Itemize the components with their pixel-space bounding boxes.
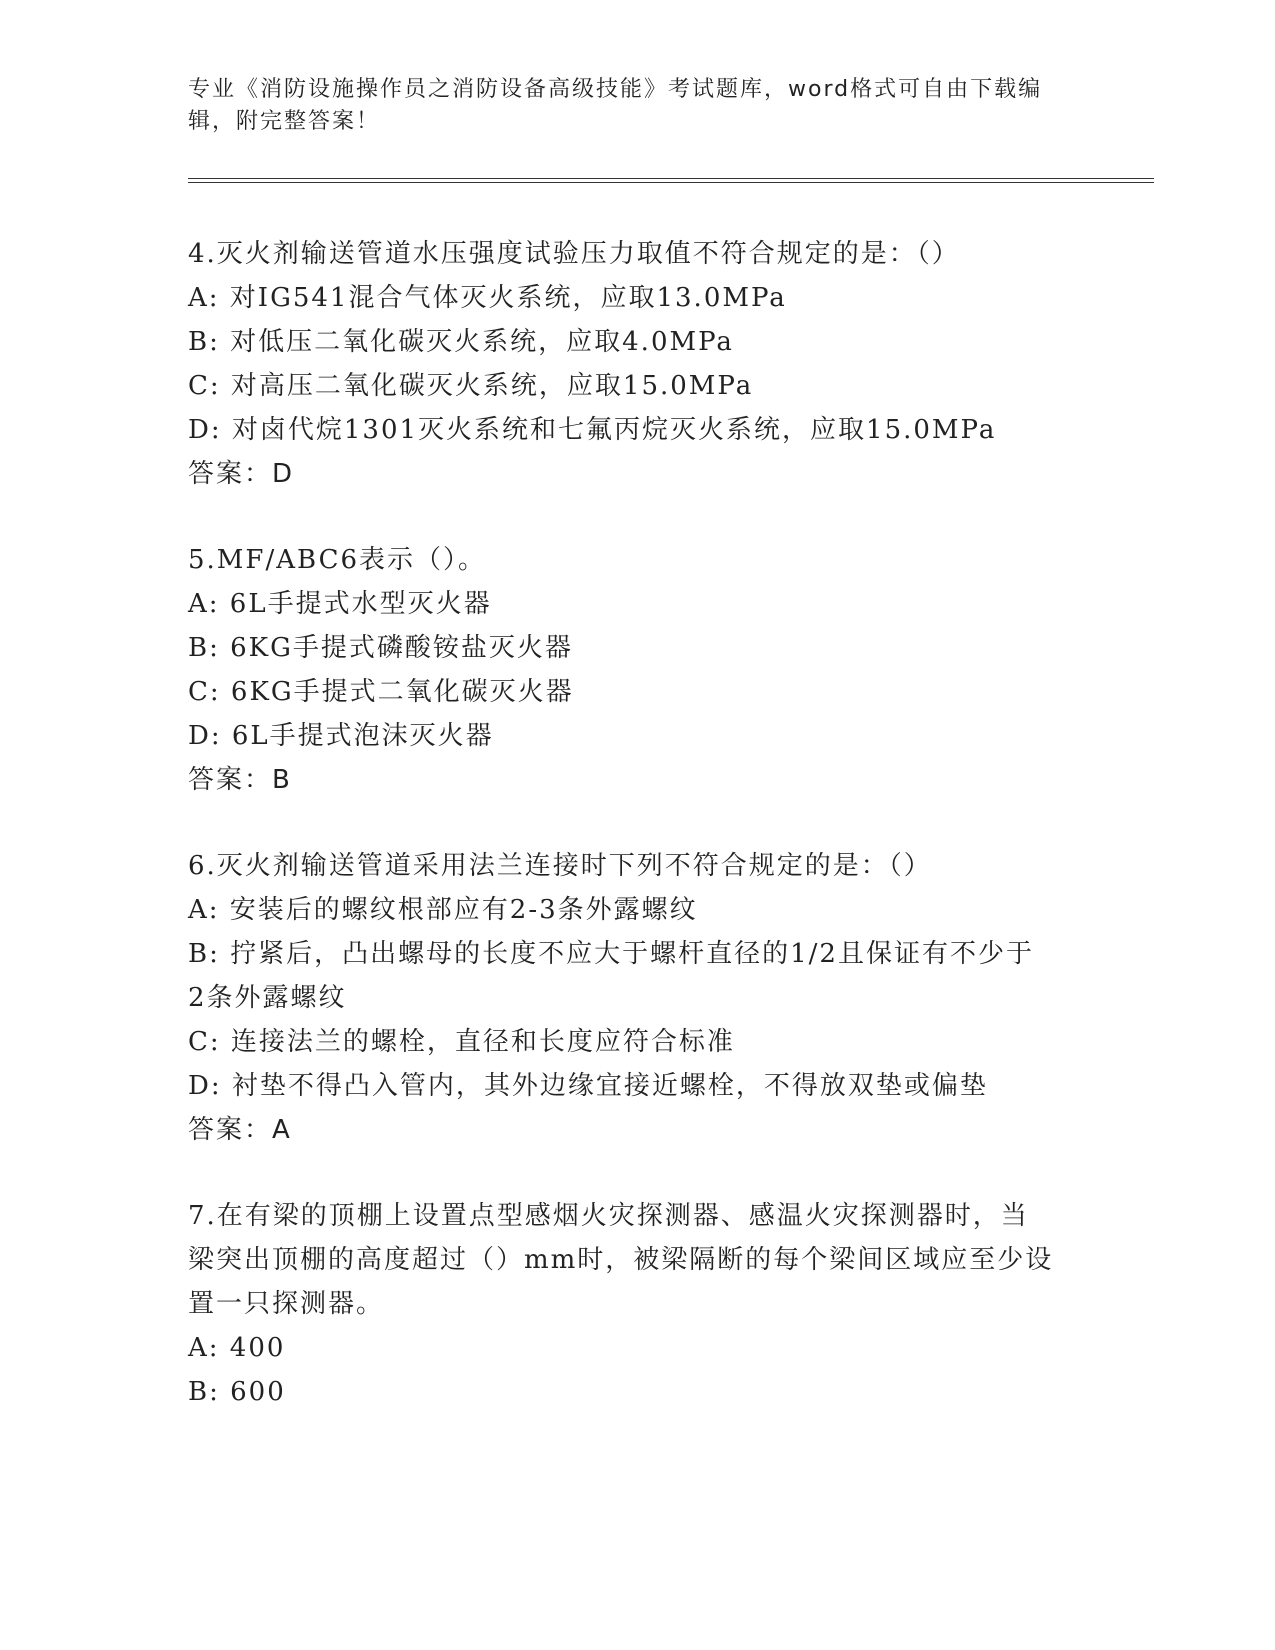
question-6-option-b: B: 拧紧后，凸出螺母的长度不应大于螺杆直径的1/2且保证有不少于 bbox=[188, 939, 1034, 969]
header-divider-bottom bbox=[188, 182, 1154, 183]
header-line-1: 专业《消防设施操作员之消防设备高级技能》考试题库，word格式可自由下载编 bbox=[188, 77, 1043, 102]
question-4-stem: 4.灭火剂输送管道水压强度试验压力取值不符合规定的是：（） bbox=[188, 239, 960, 269]
header-divider-top bbox=[188, 178, 1154, 179]
question-4-option-d: D: 对卤代烷1301灭火系统和七氟丙烷灭火系统，应取15.0MPa bbox=[188, 415, 997, 445]
question-5-option-a: A: 6L手提式水型灭火器 bbox=[188, 589, 492, 619]
question-4-option-a: A: 对IG541混合气体灭火系统，应取13.0MPa bbox=[188, 283, 787, 313]
question-5-stem: 5.MF/ABC6表示（）。 bbox=[188, 545, 487, 575]
question-5-option-d: D: 6L手提式泡沫灭火器 bbox=[188, 721, 494, 751]
question-6-option-c: C: 连接法兰的螺栓，直径和长度应符合标准 bbox=[188, 1027, 735, 1057]
question-6-option-b-continued: 2条外露螺纹 bbox=[188, 983, 347, 1013]
question-6-answer: 答案：A bbox=[188, 1115, 292, 1145]
question-6-stem: 6.灭火剂输送管道采用法兰连接时下列不符合规定的是：（） bbox=[188, 851, 932, 881]
question-4-answer: 答案：D bbox=[188, 459, 295, 489]
question-5-option-c: C: 6KG手提式二氧化碳灭火器 bbox=[188, 677, 574, 707]
question-7-stem-line-1: 7.在有梁的顶棚上设置点型感烟火灾探测器、感温火灾探测器时，当 bbox=[188, 1201, 1029, 1231]
question-7-stem-line-3: 置一只探测器。 bbox=[188, 1289, 385, 1319]
document-header bbox=[188, 74, 1068, 138]
question-4-option-b: B: 对低压二氧化碳灭火系统，应取4.0MPa bbox=[188, 327, 734, 357]
header-line-2: 辑，附完整答案！ bbox=[188, 109, 381, 134]
question-6-option-d: D: 衬垫不得凸入管内，其外边缘宜接近螺栓，不得放双垫或偏垫 bbox=[188, 1071, 988, 1101]
question-7-stem-line-2: 梁突出顶棚的高度超过（）mm时，被梁隔断的每个梁间区域应至少设 bbox=[188, 1245, 1054, 1275]
question-7-option-a: A: 400 bbox=[188, 1333, 286, 1363]
question-6-option-a: A: 安装后的螺纹根部应有2-3条外露螺纹 bbox=[188, 895, 698, 925]
question-7-option-b: B: 600 bbox=[188, 1377, 286, 1407]
question-5-option-b: B: 6KG手提式磷酸铵盐灭火器 bbox=[188, 633, 573, 663]
question-4-option-c: C: 对高压二氧化碳灭火系统，应取15.0MPa bbox=[188, 371, 754, 401]
question-5-answer: 答案：B bbox=[188, 765, 292, 795]
